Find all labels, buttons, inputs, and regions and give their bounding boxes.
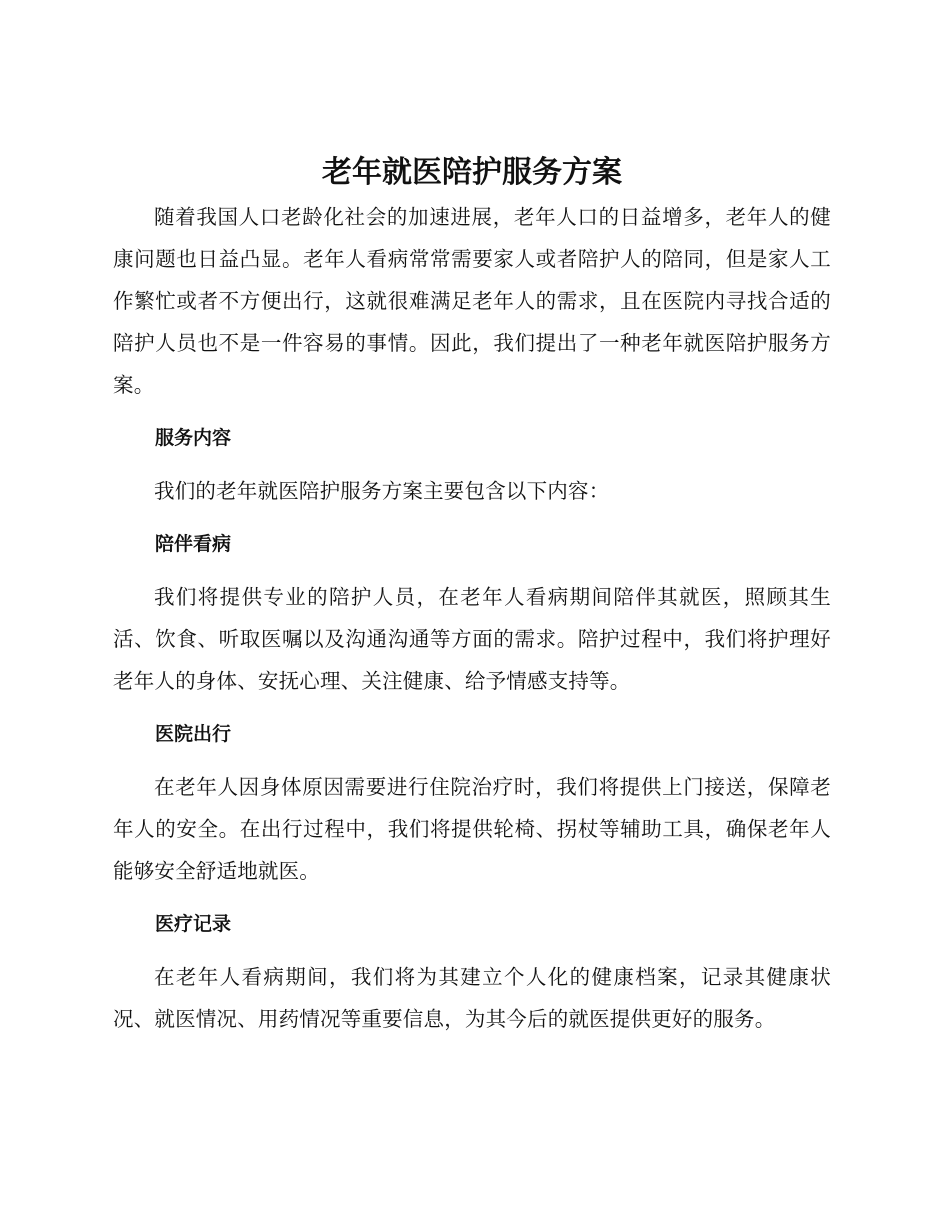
spacer — [113, 459, 831, 470]
section-body-accompany: 我们将提供专业的陪护人员，在老年人看病期间陪伴其就医，照顾其生活、饮食、听取医嘱以及沟通沟通等方面的需求。陪护过程中，我们将护理好老年人的身体、安抚心理、关注健康、给予情感支持等。 — [113, 585, 831, 693]
document-page — [113, 150, 831, 1040]
document-title: 老年就医陪护服务方案 — [322, 155, 622, 190]
section-heading-hospital-travel: 医院出行 — [155, 723, 232, 745]
spacer — [113, 755, 831, 766]
spacer — [113, 512, 831, 523]
section-body-hospital-travel: 在老年人因身体原因需要进行住院治疗时，我们将提供上门接送，保障老年人的安全。在出行过程中，我们将提供轮椅、拐杖等辅助工具，确保老年人能够安全舒适地就医。 — [113, 775, 831, 883]
section-heading-service-content: 服务内容 — [155, 427, 232, 449]
spacer — [113, 702, 831, 713]
section-body-service-content: 我们的老年就医陪护服务方案主要包含以下内容： — [154, 479, 610, 503]
spacer — [113, 892, 831, 903]
section-heading-medical-records: 医疗记录 — [155, 913, 232, 935]
spacer — [113, 565, 831, 576]
section-heading-accompany: 陪伴看病 — [155, 533, 232, 555]
section-body-medical-records: 在老年人看病期间，我们将为其建立个人化的健康档案，记录其健康状况、就医情况、用药情况等重要信息，为其今后的就医提供更好的服务。 — [113, 965, 831, 1031]
intro-paragraph: 随着我国人口老龄化社会的加速进展，老年人口的日益增多，老年人的健康问题也日益凸显。老年人看病常常需要家人或者陪护人的陪同，但是家人工作繁忙或者不方便出行，这就很难满足老年人的需求，且在医院内寻找合适的陪护人员也不是一件容易的事情。因此，我们提出了一种老年就医陪护服务方案。 — [113, 205, 831, 397]
spacer — [113, 406, 831, 417]
spacer — [113, 945, 831, 956]
